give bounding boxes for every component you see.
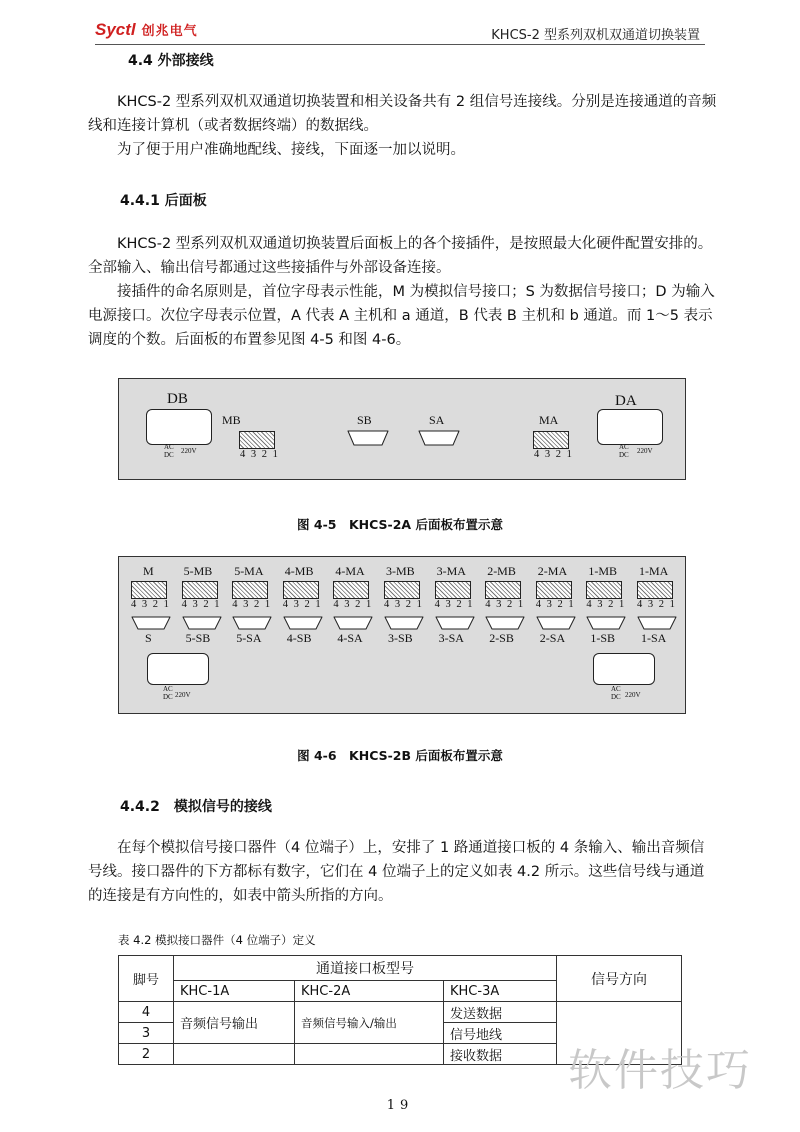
sb-dsub-connector (344, 429, 392, 447)
dsub-connector (230, 615, 274, 631)
connector-label: 4-SA (337, 631, 363, 645)
terminal-label: 1-MB (588, 564, 618, 578)
pin-cell: 2 (119, 1044, 174, 1065)
connector-label: S (145, 631, 152, 645)
header-direction: 信号方向 (557, 956, 682, 1002)
terminal-label: 5-MB (183, 564, 213, 578)
mb-label: MB (222, 413, 241, 427)
pin-numbers: 4 3 2 1 (535, 599, 576, 610)
header-board-type: 通道接口板型号 (174, 956, 557, 981)
watermark: 软件技巧 (568, 1045, 752, 1096)
document-title: KHCS-2 型系列双机双通道切换装置 (491, 28, 700, 43)
pin-numbers: 4 3 2 1 (181, 599, 221, 610)
voltage-label: 220V (175, 691, 191, 699)
connector-label: 1-SB (590, 631, 616, 645)
pin-numbers: 4 3 2 1 (232, 599, 272, 610)
header-khc-2a: KHC-2A (295, 981, 444, 1002)
company-logo (95, 20, 198, 40)
ac-dc-label: AC DC (611, 685, 621, 701)
dsub-connector (129, 615, 173, 631)
pin-numbers: 4 3 2 1 (586, 599, 626, 610)
logo-text-cn: 创兆电气 (141, 23, 198, 38)
db-power-socket (146, 409, 212, 445)
da-label: DA (615, 393, 637, 409)
pin-numbers: 4 3 2 1 (131, 599, 171, 610)
connector-label: 2-SA (539, 631, 566, 645)
da-power-socket (597, 409, 663, 445)
pin-numbers: 4 3 2 1 (333, 599, 373, 610)
connector-label: 2-SB (489, 631, 514, 645)
dsub-connector (433, 615, 477, 631)
terminal-label: 5-MA (234, 564, 264, 578)
terminal-block (485, 581, 521, 599)
figure-4-6-panel (118, 556, 686, 714)
pin-numbers: 4 3 2 1 (637, 599, 677, 610)
terminal-block (384, 581, 420, 599)
sa-dsub-connector (415, 429, 463, 447)
section-4-4-1-title: 4.4.1 后面板 (120, 193, 207, 209)
connector-label: 4-SB (286, 631, 312, 645)
terminal-block (637, 581, 673, 599)
section-4-4-1-body (88, 232, 718, 352)
ma-label: MA (539, 413, 559, 427)
ma-terminal (533, 431, 569, 449)
mb-terminal (239, 431, 275, 449)
paragraph: KHCS-2 型系列双机双通道切换装置和相关设备共有 2 组信号连接线。分别是连接通道的音频线和连接计算机（或者数据终端）的数据线。 (88, 94, 717, 134)
dsub-connector (584, 615, 628, 631)
terminal-label: 3-MA (436, 564, 466, 578)
sa-label: SA (429, 413, 445, 427)
paragraph: 在每个模拟信号接口器件（4 位端子）上，安排了 1 路通道接口板的 4 条输入、输出音频信号线。接口器件的下方都标有数字，它们在 4 位端子上的定义如表 4.2 所示。这些信号线与通道的连接是有方向性的，如表中箭头所指的方向。 (88, 840, 705, 904)
terminal-block (536, 581, 572, 599)
table-row (119, 1002, 682, 1023)
ac-dc-label: AC DC (163, 685, 173, 701)
terminal-label: 2-MB (487, 564, 516, 578)
page-number: 19 (386, 1098, 414, 1113)
dsub-connector (180, 615, 224, 631)
figure-4-6-caption: 图 4-6 KHCS-2B 后面板布置示意 (297, 748, 503, 763)
dsub-connector (635, 615, 679, 631)
khc-1a-cell (174, 1044, 295, 1065)
khc-2a-cell: 音频信号输入/输出 (295, 1002, 444, 1044)
dsub-connector (331, 615, 375, 631)
dsub-connector (382, 615, 426, 631)
dsub-connector (281, 615, 325, 631)
header-divider (95, 44, 705, 45)
khc-3a-cell: 信号地线 (444, 1023, 557, 1044)
header-khc-1a: KHC-1A (174, 981, 295, 1002)
voltage-label: 220V (625, 691, 641, 699)
pin-numbers: 4 3 2 1 (282, 599, 323, 610)
paragraph: 接插件的命名原则是，首位字母表示性能，M 为模拟信号接口；S 为数据信号接口；D 为输入电源接口。次位字母表示位置，A 代表 A 主机和 a 通道，B 代表 B 主机和 b 通道。而 1～5 表示调度的个数。后面板的布置参见图 4-5 和图 4-6。 (88, 284, 715, 348)
terminal-block (333, 581, 369, 599)
terminal-block (283, 581, 319, 599)
terminal-label: 2-MA (537, 564, 568, 578)
logo-text-en: Syctl (95, 20, 136, 39)
table-4-2-title: 表 4.2 模拟接口器件（4 位端子）定义 (118, 933, 316, 947)
terminal-label: 3-MB (386, 564, 415, 578)
pin-numbers: 4 3 2 1 (485, 599, 525, 610)
power-socket-left (147, 653, 209, 685)
section-4-4-body (88, 90, 718, 162)
terminal-label: M (143, 564, 154, 578)
khc-2a-cell (295, 1044, 444, 1065)
connector-label: 5-SB (185, 631, 211, 645)
connector-label: 3-SB (388, 631, 413, 645)
terminal-block (232, 581, 268, 599)
power-socket-right (593, 653, 655, 685)
terminal-block (182, 581, 218, 599)
pin-numbers: 4 3 2 1 (384, 599, 424, 610)
ac-dc-label: AC DC (619, 443, 629, 459)
connector-label: 1-SA (641, 631, 667, 645)
terminal-block (586, 581, 622, 599)
ac-dc-label: AC DC (164, 443, 174, 459)
connector-label: 3-SA (438, 631, 464, 645)
section-4-4-2-title: 4.4.2 模拟信号的接线 (120, 799, 272, 815)
khc-1a-cell: 音频信号输出 (174, 1002, 295, 1044)
table-header-row (119, 956, 682, 981)
figure-4-5-panel (118, 378, 686, 480)
connector-label: 5-SA (236, 631, 262, 645)
dsub-connector (534, 615, 578, 631)
terminal-block (435, 581, 471, 599)
dsub-connector (483, 615, 527, 631)
khc-3a-cell: 发送数据 (444, 1002, 557, 1023)
figure-4-5-caption: 图 4-5 KHCS-2A 后面板布置示意 (297, 517, 503, 532)
pin-cell: 4 (119, 1002, 174, 1023)
terminal-label: 4-MB (284, 564, 314, 578)
khc-3a-cell: 接收数据 (444, 1044, 557, 1065)
pin-cell: 3 (119, 1023, 174, 1044)
section-4-4-2-body (88, 836, 718, 908)
db-label: DB (167, 391, 188, 407)
section-4-4-title: 4.4 外部接线 (128, 53, 214, 69)
sb-label: SB (357, 413, 372, 427)
mb-pin-numbers: 4 3 2 1 (240, 449, 280, 460)
voltage-label: 220V (637, 447, 653, 455)
header-pin: 脚号 (119, 956, 174, 1002)
terminal-block (131, 581, 167, 599)
ma-pin-numbers: 4 3 2 1 (534, 449, 574, 460)
paragraph: 为了便于用户准确地配线、接线，下面逐一加以说明。 (117, 142, 465, 158)
header-khc-3a: KHC-3A (444, 981, 557, 1002)
paragraph: KHCS-2 型系列双机双通道切换装置后面板上的各个接插件，是按照最大化硬件配置安排的。全部输入、输出信号都通过这些接插件与外部设备连接。 (88, 236, 713, 276)
terminal-label: 4-MA (335, 564, 365, 578)
voltage-label: 220V (181, 447, 197, 455)
terminal-label: 1-MA (639, 564, 669, 578)
pin-numbers: 4 3 2 1 (434, 599, 474, 610)
